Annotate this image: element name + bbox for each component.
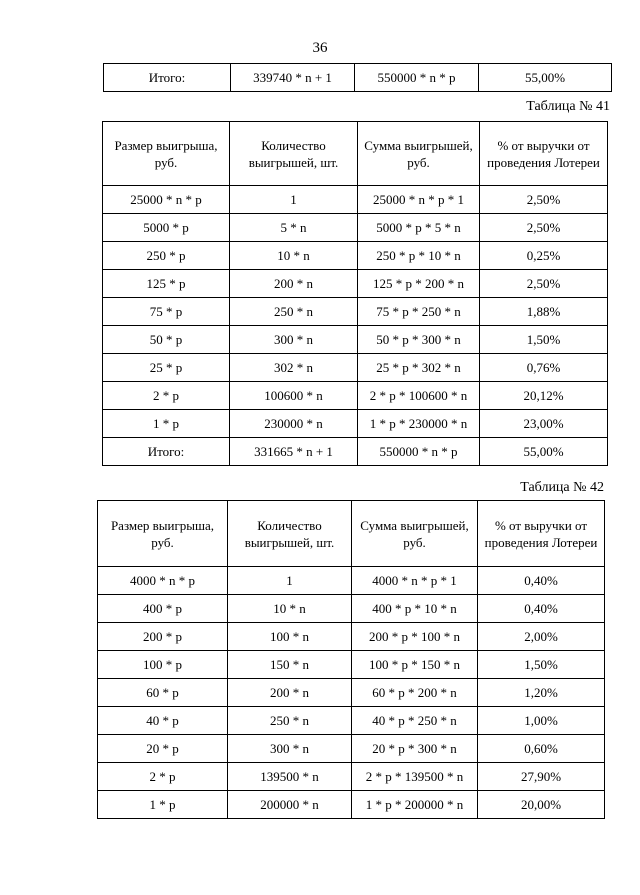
table-cell: 250 * n (228, 707, 352, 735)
table-cell: 1,50% (478, 651, 605, 679)
table-cell: 302 * n (230, 354, 358, 382)
column-header: % от выручки от проведения Лотереи (480, 122, 608, 186)
table-cell: 100600 * n (230, 382, 358, 410)
table-42-title: Таблица № 42 (520, 480, 604, 495)
table-cell: 339740 * n + 1 (231, 64, 355, 92)
table-cell: 1 * p * 200000 * n (352, 791, 478, 819)
table-cell: 139500 * n (228, 763, 352, 791)
table-cell: 20,00% (478, 791, 605, 819)
table-cell: 1 * p (103, 410, 230, 438)
table-row (98, 651, 605, 679)
table-header-row (103, 122, 608, 186)
table-cell: Итого: (103, 438, 230, 466)
table-cell: 55,00% (480, 438, 608, 466)
table-cell: 250 * p * 10 * n (358, 242, 480, 270)
table-42 (97, 500, 605, 819)
table-cell: 250 * n (230, 298, 358, 326)
table-cell: 20,12% (480, 382, 608, 410)
table-cell: 25 * p (103, 354, 230, 382)
table-row (98, 595, 605, 623)
table-cell: 60 * p (98, 679, 228, 707)
table-cell: 100 * p (98, 651, 228, 679)
column-header: Размер выигрыша, руб. (98, 501, 228, 567)
column-header: Размер выигрыша, руб. (103, 122, 230, 186)
table-row (103, 270, 608, 298)
table-cell: 2 * p * 100600 * n (358, 382, 480, 410)
table-cell: 2,50% (480, 186, 608, 214)
table-cell: 2 * p * 139500 * n (352, 763, 478, 791)
table-cell: 200 * n (230, 270, 358, 298)
table-cell: 50 * p (103, 326, 230, 354)
table-cell: 200 * p * 100 * n (352, 623, 478, 651)
table-cell: 0,40% (478, 567, 605, 595)
table-cell: 200 * n (228, 679, 352, 707)
table-row (103, 438, 608, 466)
column-header: % от выручки от проведения Лотереи (478, 501, 605, 567)
table-cell: 1 (230, 186, 358, 214)
previous-table-total (103, 63, 612, 92)
table-cell: 1 * p * 230000 * n (358, 410, 480, 438)
table-cell: 250 * p (103, 242, 230, 270)
column-header: Сумма выигрышей, руб. (352, 501, 478, 567)
table-cell: 230000 * n (230, 410, 358, 438)
table-row (98, 791, 605, 819)
table-cell: 25000 * n * p * 1 (358, 186, 480, 214)
table-cell: 40 * p * 250 * n (352, 707, 478, 735)
table-cell: 400 * p * 10 * n (352, 595, 478, 623)
table-cell: 27,90% (478, 763, 605, 791)
table-cell: 100 * n (228, 623, 352, 651)
table-41-body (103, 122, 608, 466)
column-header: Количество выигрышей, шт. (230, 122, 358, 186)
table-row (103, 382, 608, 410)
table-cell: 50 * p * 300 * n (358, 326, 480, 354)
page-number: 36 (312, 40, 328, 56)
table-cell: 4000 * n * p * 1 (352, 567, 478, 595)
table-cell: 1 * p (98, 791, 228, 819)
table-row (98, 623, 605, 651)
table-cell: 200 * p (98, 623, 228, 651)
table-41-title: Таблица № 41 (526, 99, 610, 114)
table-cell: 40 * p (98, 707, 228, 735)
table-cell: Итого: (104, 64, 231, 92)
table-cell: 1,50% (480, 326, 608, 354)
table-row (103, 410, 608, 438)
table-cell: 300 * n (230, 326, 358, 354)
table-cell: 1,88% (480, 298, 608, 326)
table-cell: 10 * n (228, 595, 352, 623)
table-row (98, 735, 605, 763)
column-header: Сумма выигрышей, руб. (358, 122, 480, 186)
table-cell: 55,00% (479, 64, 612, 92)
table-row (103, 326, 608, 354)
table-row (98, 679, 605, 707)
table-cell: 20 * p (98, 735, 228, 763)
table-row (103, 298, 608, 326)
table-cell: 2,50% (480, 270, 608, 298)
table-cell: 0,60% (478, 735, 605, 763)
table-cell: 300 * n (228, 735, 352, 763)
table-cell: 2,50% (480, 214, 608, 242)
table-row (98, 707, 605, 735)
table-cell: 5000 * p * 5 * n (358, 214, 480, 242)
table-cell: 100 * p * 150 * n (352, 651, 478, 679)
table-cell: 5 * n (230, 214, 358, 242)
table-row (103, 242, 608, 270)
table-row (103, 214, 608, 242)
table-cell: 4000 * n * p (98, 567, 228, 595)
table-cell: 125 * p * 200 * n (358, 270, 480, 298)
table-row (103, 186, 608, 214)
table-cell: 60 * p * 200 * n (352, 679, 478, 707)
table-41 (102, 121, 608, 466)
table-cell: 5000 * p (103, 214, 230, 242)
table-cell: 150 * n (228, 651, 352, 679)
table-cell: 0,25% (480, 242, 608, 270)
table-cell: 20 * p * 300 * n (352, 735, 478, 763)
table-cell: 125 * p (103, 270, 230, 298)
table-row (98, 567, 605, 595)
table-cell: 1,00% (478, 707, 605, 735)
table-cell: 1,20% (478, 679, 605, 707)
table-cell: 23,00% (480, 410, 608, 438)
table-cell: 0,40% (478, 595, 605, 623)
table-cell: 0,76% (480, 354, 608, 382)
table-cell: 1 (228, 567, 352, 595)
table-header-row (98, 501, 605, 567)
table-cell: 2 * p (103, 382, 230, 410)
table-cell: 25 * p * 302 * n (358, 354, 480, 382)
table-cell: 2 * p (98, 763, 228, 791)
table-cell: 10 * n (230, 242, 358, 270)
table-cell: 331665 * n + 1 (230, 438, 358, 466)
table-cell: 400 * p (98, 595, 228, 623)
column-header: Количество выигрышей, шт. (228, 501, 352, 567)
table-cell: 75 * p (103, 298, 230, 326)
table-cell: 200000 * n (228, 791, 352, 819)
table-cell: 550000 * n * p (355, 64, 479, 92)
table-42-body (98, 501, 605, 819)
table-row (103, 354, 608, 382)
table-row (98, 763, 605, 791)
table-cell: 2,00% (478, 623, 605, 651)
table-row (104, 64, 612, 92)
table-cell: 75 * p * 250 * n (358, 298, 480, 326)
table-cell: 550000 * n * p (358, 438, 480, 466)
table-cell: 25000 * n * p (103, 186, 230, 214)
